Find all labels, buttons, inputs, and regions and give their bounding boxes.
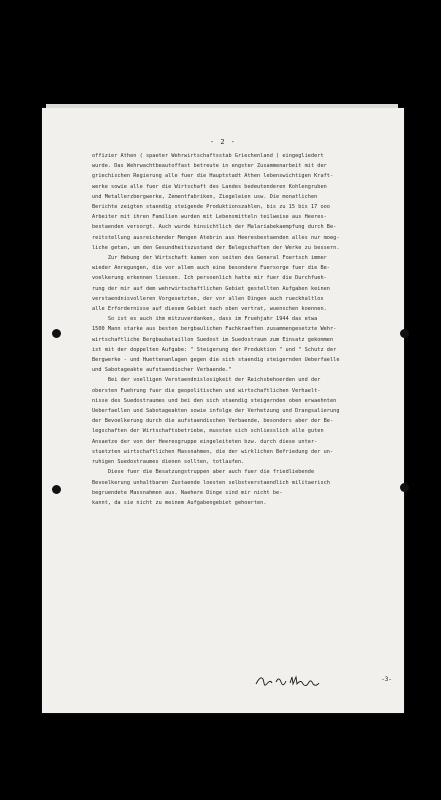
- text-line: kannt, da sie nicht zu meinem Aufgabengebiet gehoerten.: [92, 499, 267, 506]
- text-line: So ist es auch ihm mitzuverdanken, dass im Fruehjahr 1944 das etwa: [92, 316, 318, 323]
- punch-hole: [400, 329, 409, 338]
- text-line: alle Erfordernisse auf diesem Gebiet nach oben vertrat, wuenschen koennen.: [92, 306, 327, 313]
- document-body: [92, 151, 397, 508]
- text-line: reitstellung ausreichender Mengen Atebrin aus Heeresbestaenden alles nur moeg-: [92, 234, 340, 241]
- text-line: Zur Hebung der Wirtschaft kamen von seiten des General Foertsch immer: [92, 255, 327, 262]
- text-line: bestaenden versorgt. Auch wurde hinsichtlich der Malariabekaempfung durch Be-: [92, 224, 337, 231]
- text-line: begruendete Massnahmen aus. Naehere Dinge sind mir nicht be-: [92, 489, 283, 496]
- text-line: griechischen Regierung alle fuer die Hauptstadt Athen lebenswichtigen Kraft-: [92, 173, 334, 180]
- punch-hole: [52, 485, 61, 494]
- text-line: Bevoelkerung unhaltbaren Zustaende loesten selbstverstaendlich militaerisch: [92, 479, 330, 486]
- next-page-marker: -3-: [381, 676, 392, 683]
- text-line: wurde. Das Wehrwachtbeautoffast betreute in engster Zusammenarbeit mit der: [92, 163, 327, 170]
- text-line: und Metallerzbergwerke, Zementfabriken, Ziegeleien usw. Die monatlichen: [92, 193, 318, 200]
- text-line: Berichte zeigten staendig steigende Produktionszahlen, bis zu 15 bis 17 ooo: [92, 204, 330, 211]
- text-line: liche getan, um den Gesundheitszustand der Belegschaften der Werke zu bessern.: [92, 244, 340, 251]
- text-line: Arbeiter mit ihren Familien wurden mit Lebensmitteln teilweise aus Heeres-: [92, 214, 327, 221]
- punch-hole: [400, 483, 409, 492]
- punch-hole: [52, 329, 61, 338]
- text-line: rung der mir auf dem wehrwirtschaftlichen Gebiet gestellten Aufgaben keinen: [92, 285, 330, 292]
- text-line: Ueberfaellen und Sabotageakten sowie infolge der Verhetzung und Drangsalierung: [92, 408, 340, 415]
- text-line: Ansaetze der von der Heeresgruppe eingeleiteten bzw. durch diese unter-: [92, 438, 318, 445]
- text-line: legschaften der Wirtschaftsbetriebe, mussten sich schliesslich alle guten: [92, 428, 324, 435]
- text-line: werke sowie alle fuer die Wirtschaft des Landes bedeutenderen Kohlengruben: [92, 183, 327, 190]
- text-line: und Sabotageakte aufstaendischer Verbaende.": [92, 367, 232, 374]
- handwritten-signature: [254, 673, 334, 687]
- text-line: stuetzten wirtschaftlichen Massnahmen, die der wirklichen Befriedung der un-: [92, 448, 334, 455]
- text-line: der Bevoelkerung durch die aufstaendischen Verbaende, besonders aber der Be-: [92, 418, 334, 425]
- text-line: offizier Athen ( spaeter Wehrwirtschaftsstab Griechenland ) eingegliedert: [92, 153, 324, 159]
- signature-scribble-icon: [254, 674, 334, 688]
- text-line: 1500 Mann starke aus besten bergbaulichen Fachkraeften zusammengesetzte Wehr-: [92, 326, 337, 333]
- text-line: wirtschaftliche Bergbaubataillon Suedost im Suedostraum zum Einsatz gekommen: [92, 336, 334, 343]
- text-line: wieder Anregungen, die vor allem auch eine besondere Fuersorge fuer die Be-: [92, 265, 330, 272]
- text-line: verstaendnisvolleren Vorgesetzten, der vor allen Dingen auch rueckhaltlos: [92, 295, 324, 302]
- text-line: ruhigen Suedostraumes dienen sollten, totlaufen.: [92, 459, 245, 466]
- text-line: voelkerung erkennen liessen. Ich persoenlich hatte mir fuer die Durchfueh-: [92, 275, 327, 282]
- text-line: ist mit der doppelten Aufgabe: " Steigerung der Produktion " und " Schutz der: [92, 346, 337, 353]
- document-page: [42, 108, 404, 713]
- text-line: Bergwerke - und Huettenanlagen gegen die sich staendig steigernden Ueberfaelle: [92, 357, 340, 364]
- text-line: obersten Fuehrung fuer die geopolitischen und wirtschaftlichen Verhaelt-: [92, 387, 321, 394]
- text-line: Bei der voelligen Verstaendnislosigkeit der Reichsbehoerden und der: [92, 377, 321, 384]
- text-line: Diese fuer die Besatzungstruppen aber auch fuer die friedliebende: [92, 469, 315, 476]
- page-number: - 2 -: [209, 138, 237, 146]
- text-line: nisse des Suedostraumes und bei den sich staendig steigernden oben erwaehnten: [92, 397, 337, 404]
